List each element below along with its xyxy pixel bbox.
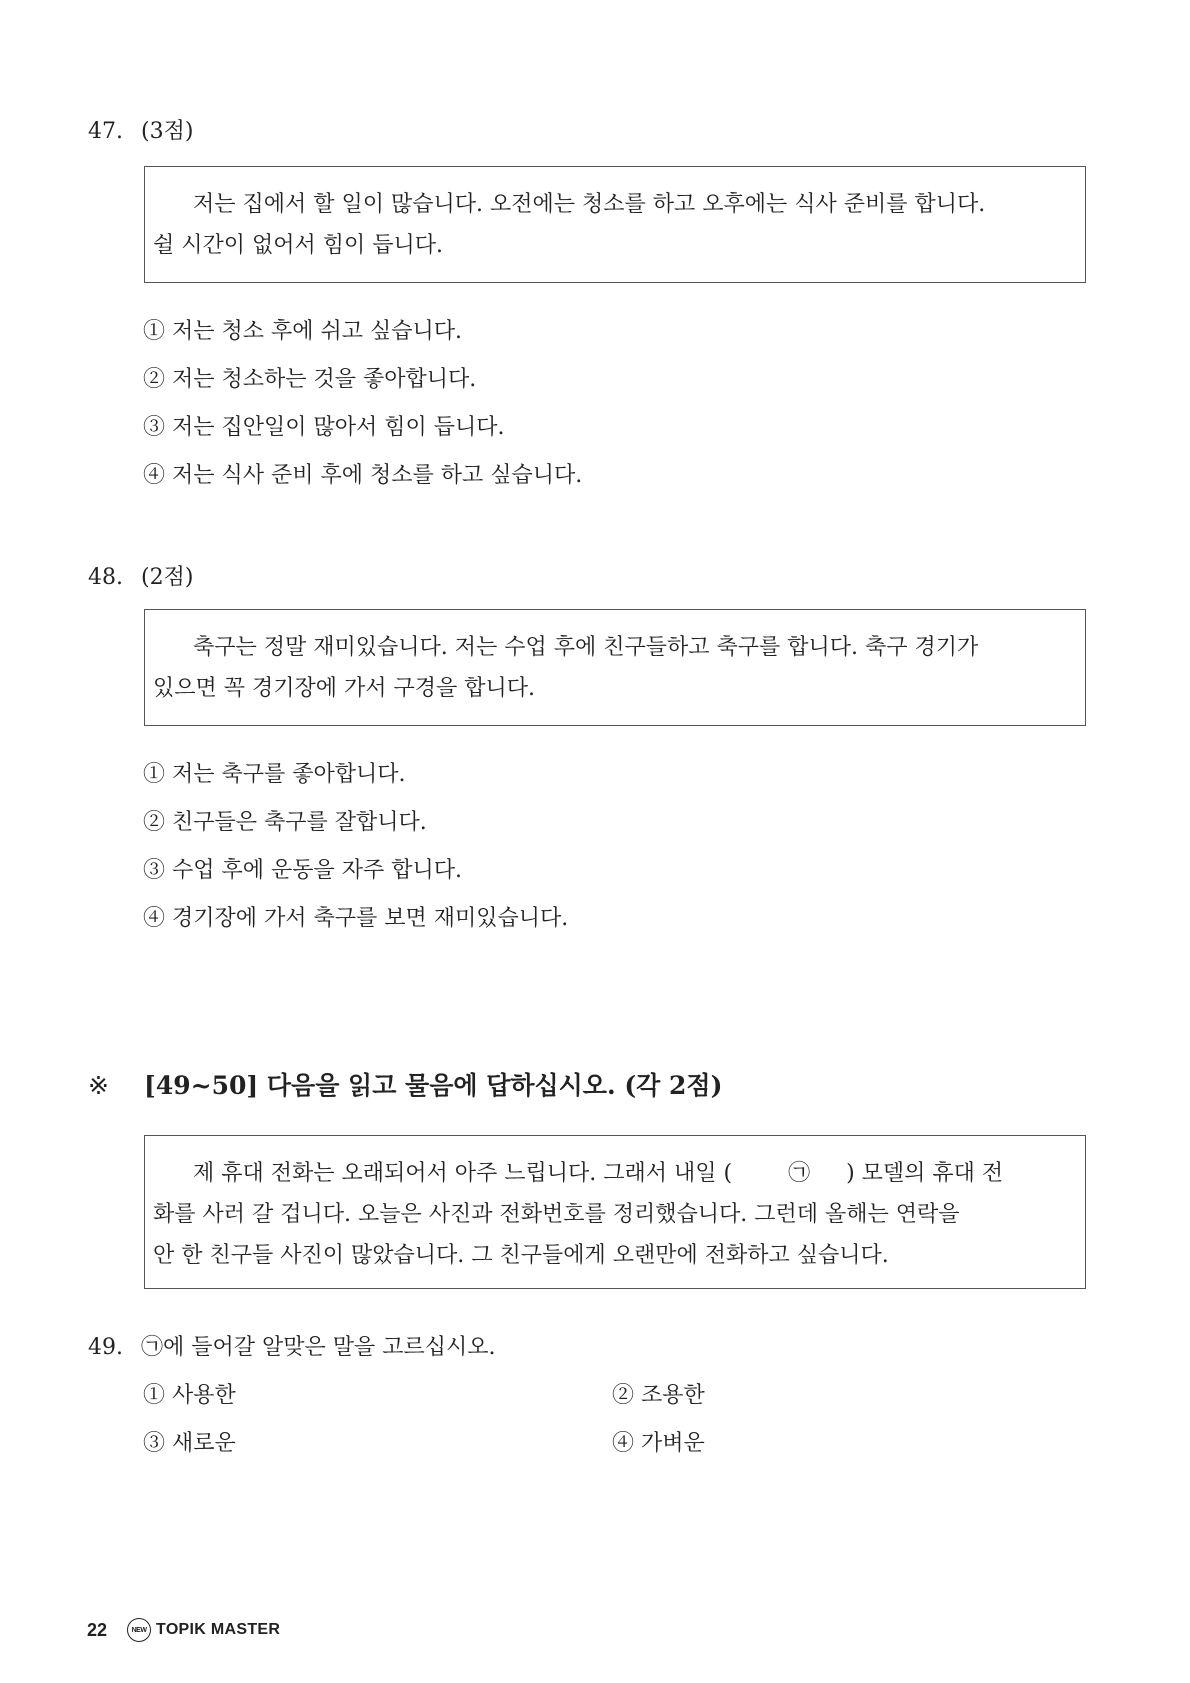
question-47-option-4: ④ 저는 식사 준비 후에 청소를 하고 싶습니다. (143, 463, 583, 488)
question-47-option-1: ① 저는 청소 후에 쉬고 싶습니다. (143, 319, 462, 344)
passage-text: 축구는 정말 재미있습니다. 저는 수업 후에 친구들하고 축구를 합니다. 축구 경기가 있으면 꼭 경기장에 가서 구경을 합니다. (153, 635, 979, 701)
question-47-option-3: ③ 저는 집안일이 많아서 힘이 듭니다. (143, 415, 505, 440)
question-48-header (88, 560, 193, 591)
question-number: 49. (88, 1335, 123, 1360)
question-47-header (88, 114, 193, 145)
question-number: 48. (88, 565, 123, 590)
question-47-passage (144, 166, 1086, 283)
question-49-option-1: ① 사용한 (143, 1383, 236, 1408)
question-48-passage (144, 609, 1086, 726)
question-points: (2점) (141, 565, 194, 590)
page-number: 22 (87, 1619, 108, 1640)
question-48-option-3: ③ 수업 후에 운동을 자주 합니다. (143, 858, 462, 883)
question-49-option-3: ③ 새로운 (143, 1431, 236, 1456)
question-48-option-4: ④ 경기장에 가서 축구를 보면 재미있습니다. (143, 906, 569, 931)
question-48-option-2: ② 친구들은 축구를 잘합니다. (143, 810, 427, 835)
question-49-option-2: ② 조용한 (612, 1383, 705, 1408)
section-title: [49~50] 다음을 읽고 물음에 답하십시오. (각 2점) (144, 1071, 723, 1100)
question-49-header (88, 1330, 496, 1361)
new-badge-icon: NEW (127, 1618, 151, 1642)
question-48-option-1: ① 저는 축구를 좋아합니다. (143, 762, 406, 787)
passage-text: 제 휴대 전화는 오래되어서 아주 느립니다. 그래서 내일 ( ㉠ ) 모델의 휴대 전 화를 사러 갈 겁니다. 오늘은 사진과 전화번호를 정리했습니다. 그런데 올해는 연락을 안 한 친구들 사진이 많았습니다. 그 친구들에게 오랜만에 전화하고 싶습니다. (173, 1153, 1059, 1276)
blank-marker: ㉠ (788, 1161, 811, 1186)
question-text: ㉠에 들어갈 알맞은 말을 고르십시오. (141, 1335, 496, 1360)
question-number: 47. (88, 119, 123, 144)
question-47-option-2: ② 저는 청소하는 것을 좋아합니다. (143, 367, 477, 392)
question-points: (3점) (141, 119, 194, 144)
question-49-option-4: ④ 가벼운 (612, 1431, 705, 1456)
section-passage (144, 1135, 1086, 1289)
reference-mark: ※ (88, 1071, 109, 1100)
section-instruction (88, 1066, 722, 1102)
page-footer (87, 1615, 280, 1645)
passage-text: 저는 집에서 할 일이 많습니다. 오전에는 청소를 하고 오후에는 식사 준비를 합니다. 쉴 시간이 없어서 힘이 듭니다. (153, 192, 986, 258)
book-logo-text: TOPIK MASTER (156, 1621, 281, 1638)
